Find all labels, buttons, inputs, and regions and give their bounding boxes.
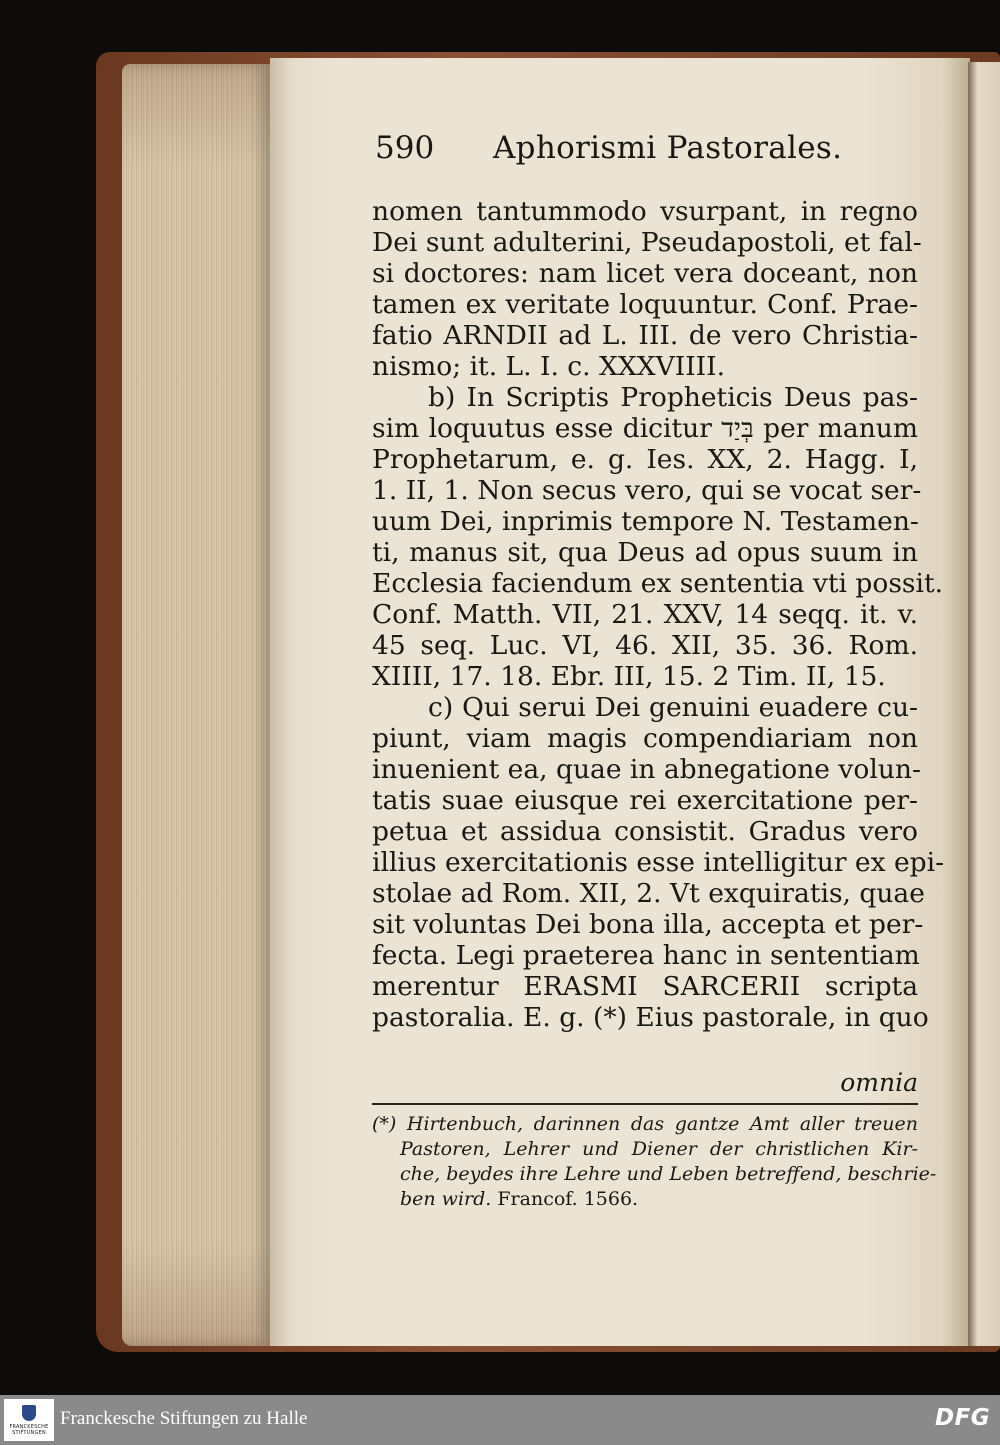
text-line: fatio ARNDII ad L. III. de vero Christia- bbox=[372, 320, 918, 351]
footnote-line: Pastoren, Lehrer und Diener der christlichen Kir- bbox=[400, 1138, 918, 1160]
page-header bbox=[375, 126, 915, 172]
page-number: 590 bbox=[375, 130, 435, 166]
text-line: merentur ERASMI SARCERII scripta bbox=[372, 971, 918, 1002]
text-line: b) In Scriptis Propheticis Deus pas- bbox=[428, 382, 918, 413]
footnote-rule bbox=[372, 1103, 918, 1105]
text-line: Prophetarum, e. g. Ies. XX, 2. Hagg. I, bbox=[372, 444, 918, 475]
text-line: inuenient ea, quae in abnegatione volun- bbox=[372, 754, 921, 785]
footnote-imprint: Francof. 1566. bbox=[497, 1188, 639, 1210]
text-line: tatis suae eiusque rei exercitatione per- bbox=[372, 785, 918, 816]
footnote-text: ben wird. bbox=[400, 1188, 492, 1210]
footnote-line bbox=[372, 1187, 918, 1212]
text-line: sit voluntas Dei bona illa, accepta et per- bbox=[372, 909, 924, 940]
text-line: nomen tantummodo vsurpant, in regno bbox=[372, 196, 918, 227]
institution-name[interactable]: Franckesche Stiftungen zu Halle bbox=[60, 1408, 308, 1429]
text-line: Dei sunt adulterini, Pseudapostoli, et fal- bbox=[372, 227, 922, 258]
crest-icon bbox=[22, 1405, 36, 1421]
text-line: c) Qui serui Dei genuini euadere cu- bbox=[428, 692, 918, 723]
text-line: sim loquutus esse dicitur בְּיַד per manum bbox=[372, 413, 918, 444]
text-line: 45 seq. Luc. VI, 46. XII, 35. 36. Rom. bbox=[372, 630, 918, 661]
text-line: fecta. Legi praeterea hanc in sententiam bbox=[372, 940, 920, 971]
text-line: si doctores: nam licet vera doceant, non bbox=[372, 258, 918, 289]
text-line: 1. II, 1. Non secus vero, qui se vocat ser- bbox=[372, 475, 922, 506]
logo-caption: FRANCKESCHE STIFTUNGEN bbox=[9, 1424, 49, 1436]
text-line: pastoralia. E. g. (*) Eius pastorale, in quo bbox=[372, 1002, 929, 1033]
footnote-line: (*) Hirtenbuch, darinnen das gantze Amt aller treuen bbox=[372, 1113, 918, 1135]
institution-logo[interactable] bbox=[4, 1399, 54, 1441]
text-line: XIIII, 17. 18. Ebr. III, 15. 2 Tim. II, 15. bbox=[372, 661, 886, 692]
text-line: Ecclesia faciendum ex sententia vti possit. bbox=[372, 568, 944, 599]
facing-page-edge bbox=[968, 62, 1000, 1346]
dfg-logo[interactable]: DFG bbox=[935, 1405, 991, 1431]
text-line: petua et assidua consistit. Gradus vero bbox=[372, 816, 918, 847]
body-text bbox=[372, 196, 945, 1033]
text-line: ti, manus sit, qua Deus ad opus suum in bbox=[372, 537, 918, 568]
page-edges bbox=[122, 64, 272, 1346]
text-line: nismo; it. L. I. c. XXXVIIII. bbox=[372, 351, 726, 382]
running-title: Aphorismi Pastorales. bbox=[493, 130, 843, 166]
text-line: uum Dei, inprimis tempore N. Testamen- bbox=[372, 506, 919, 537]
text-line: illius exercitationis esse intelligitur ex epi- bbox=[372, 847, 945, 878]
catchword: omnia bbox=[840, 1068, 918, 1097]
text-line: tamen ex veritate loquuntur. Conf. Prae- bbox=[372, 289, 918, 320]
text-line: Conf. Matth. VII, 21. XXV, 14 seqq. it. v. bbox=[372, 599, 918, 630]
text-line: stolae ad Rom. XII, 2. Vt exquiratis, quae bbox=[372, 878, 925, 909]
footnote-line: che, beydes ihre Lehre und Leben betreffend, beschrie- bbox=[400, 1163, 937, 1185]
text-line: piunt, viam magis compendiariam non bbox=[372, 723, 918, 754]
footnote bbox=[372, 1112, 937, 1212]
